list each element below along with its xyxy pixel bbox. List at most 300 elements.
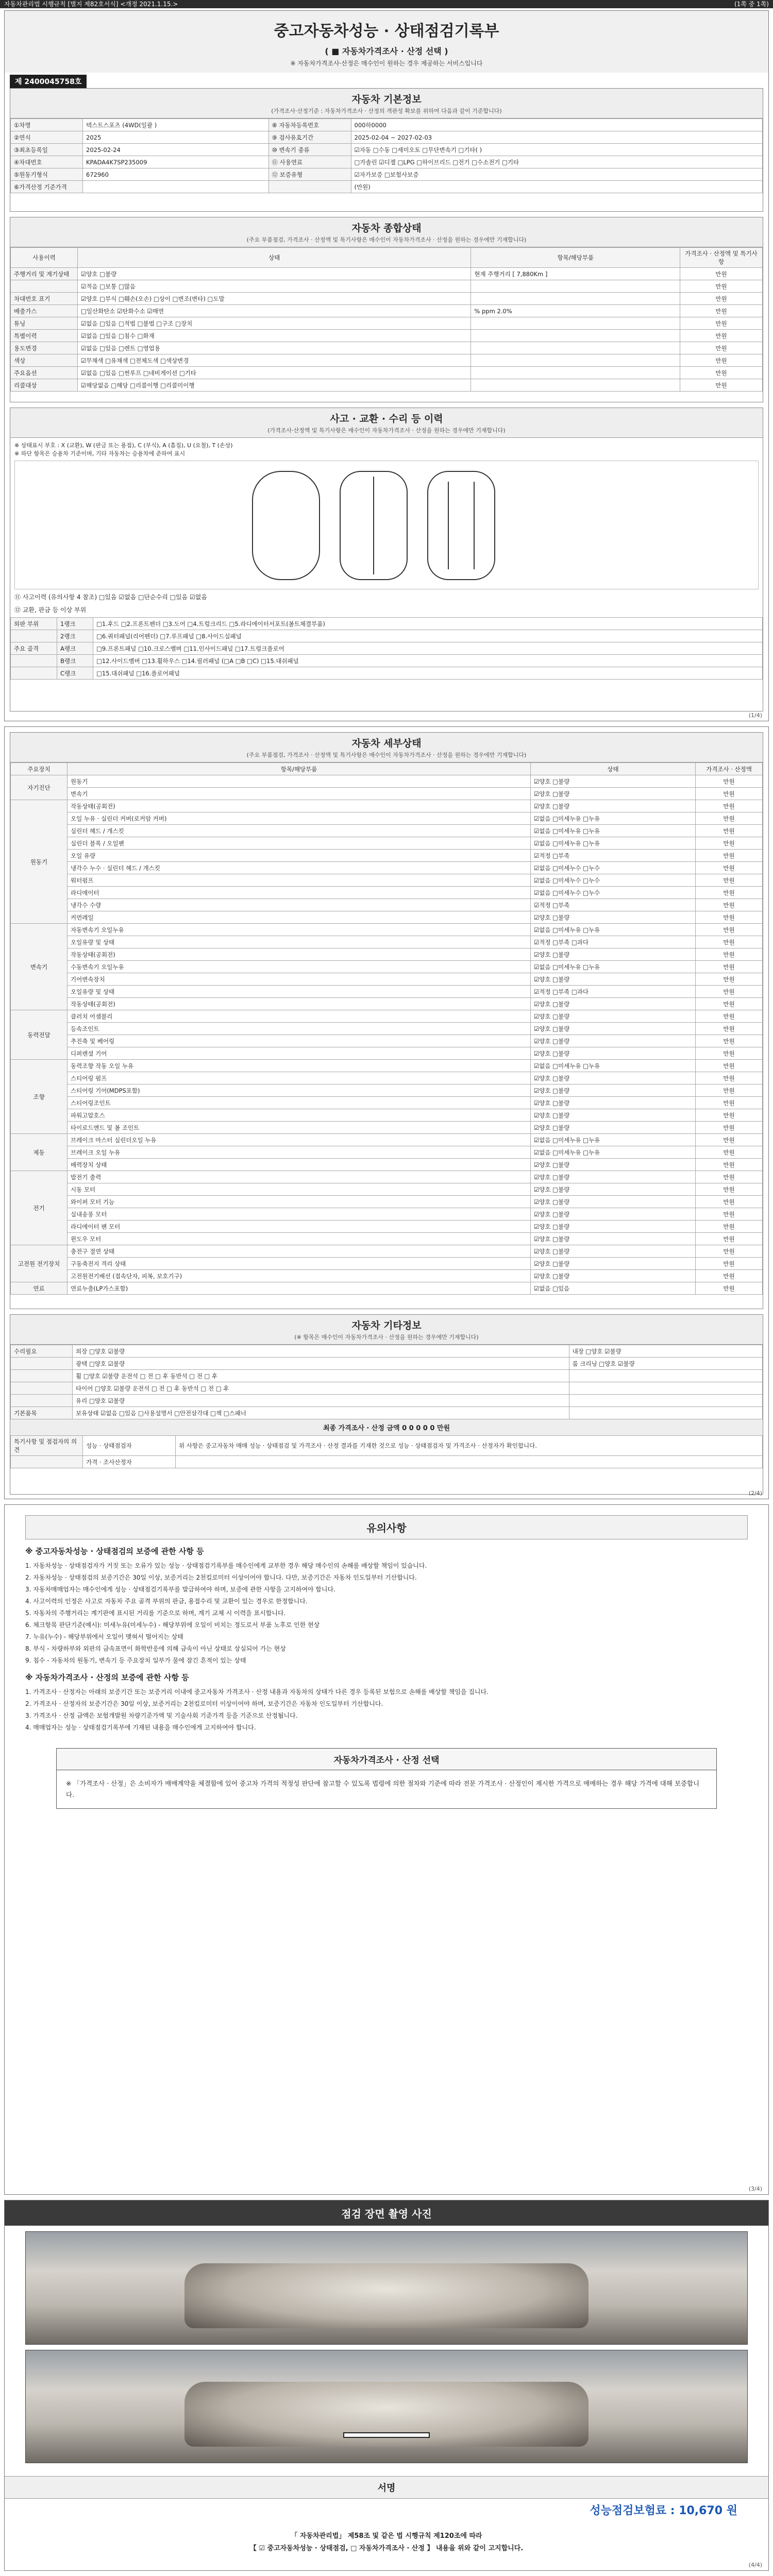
detail-item: 수동변속기 오일누유 <box>68 961 531 973</box>
detail-item: 오일유량 및 상태 <box>68 986 531 998</box>
rank-parts: □15.대쉬패널 □16.플로어패널 <box>93 667 763 680</box>
detail-price: 만원 <box>696 924 763 936</box>
basic-label: ⑩ 변속기 종류 <box>268 144 351 156</box>
detail-status: ☑적정 □부족 <box>531 899 696 911</box>
summary-item: 튜닝 <box>11 317 78 330</box>
summary-item: 리콜대상 <box>11 379 78 392</box>
detail-price: 만원 <box>696 862 763 874</box>
detail-status: ☑없음 □미세누유 □누유 <box>531 812 696 825</box>
detail-row <box>11 850 763 862</box>
detail-status: ☑양호 □불량 <box>531 1010 696 1023</box>
other-row <box>11 1370 763 1382</box>
detail-row <box>11 1010 763 1023</box>
detail-price: 만원 <box>696 850 763 862</box>
rank-parts: □1.후드 □2.프론트펜더 □3.도어 □4.트렁크리드 □5.라디에이터서포트(볼트체결부품) <box>93 618 763 630</box>
summary-detail <box>471 342 680 354</box>
accident-title: 사고 · 교환 · 수리 등 이력 <box>330 413 443 425</box>
page-number-3: (3/4) <box>748 2185 762 2192</box>
other-label: 수리필요 <box>11 1345 73 1358</box>
summary-item <box>11 280 78 293</box>
basic-row <box>11 144 763 156</box>
summary-status: ☑양호 □불량 <box>78 268 471 280</box>
summary-row <box>11 367 763 379</box>
detail-row <box>11 1233 763 1245</box>
detail-item: 배력장치 상태 <box>68 1159 531 1171</box>
summary-row <box>11 330 763 342</box>
detail-row <box>11 1245 763 1258</box>
form-reference: 자동차관리법 시행규칙 [별지 제82호서식] <개정 2021.1.15.> <box>4 1 178 8</box>
rank-level: 1랭크 <box>57 618 93 630</box>
other-value: 보유상태 ☑없음 □있음 □사용설명서 □안전삼각대 □잭 □스패너 <box>73 1407 569 1419</box>
summary-detail <box>471 354 680 367</box>
detail-status: ☑양호 □불량 <box>531 1196 696 1208</box>
detail-price: 만원 <box>696 1282 763 1295</box>
detail-status: ☑양호 □불량 <box>531 1097 696 1109</box>
detail-item: 오일유량 및 상태 <box>68 936 531 948</box>
detail-price: 만원 <box>696 1196 763 1208</box>
rank-level: B랭크 <box>57 655 93 667</box>
summary-status: ☑없음 □있음 □적법 □불법 □구조 □장치 <box>78 317 471 330</box>
detail-row <box>11 1097 763 1109</box>
car-front-image <box>184 2263 589 2328</box>
detail-group: 원동기 <box>11 800 68 924</box>
other-header <box>10 1315 763 1345</box>
other-value: 유리 □양호 ☑불량 <box>73 1395 569 1407</box>
detail-status: ☑없음 □미세누유 □누유 <box>531 924 696 936</box>
top-bar <box>0 0 773 8</box>
insurance-fee: 성능점검보험료 : 10,670 원 <box>590 2504 737 2517</box>
rank-row <box>11 630 763 642</box>
detail-status: ☑양호 □불량 <box>531 1047 696 1060</box>
other-table <box>10 1345 763 1419</box>
detail-status: ☑없음 □미세누수 □누수 <box>531 874 696 887</box>
detail-item: 작동상태(공회전) <box>68 800 531 812</box>
page-1 <box>4 10 769 721</box>
summary-status: ☑무채색 □유채색 □전체도색 □색상변경 <box>78 354 471 367</box>
notice-item: 8. 부식 - 차량하부와 외판의 금속표면이 화학반응에 의해 금속이 아닌 상태로 상실되어 가는 현상 <box>25 1645 286 1652</box>
rank-row <box>11 642 763 655</box>
notice-title: 유의사항 <box>25 1515 748 1539</box>
basic-label: ①차명 <box>11 119 83 131</box>
detail-item: 동력조향 작동 오일 누유 <box>68 1060 531 1072</box>
other-value: 휠 □양호 ☑불량 운전석 □ 전 □ 후 동반석 □ 전 □ 후 <box>73 1370 569 1382</box>
selection-box <box>56 1748 717 1809</box>
detail-price: 만원 <box>696 973 763 986</box>
notice-list-2 <box>25 1687 748 1733</box>
rank-row <box>11 655 763 667</box>
rank-row <box>11 618 763 630</box>
photos-title: 점검 장면 촬영 사진 <box>5 2200 768 2226</box>
detail-status: ☑양호 □불량 <box>531 1023 696 1035</box>
basic-value: 2025-02-04 ~ 2027-02-03 <box>351 131 763 144</box>
other-label <box>11 1382 73 1395</box>
detail-price: 만원 <box>696 1097 763 1109</box>
detail-price: 만원 <box>696 1072 763 1084</box>
detail-row <box>11 1159 763 1171</box>
detail-item: 브레이크 오일 누유 <box>68 1146 531 1159</box>
basic-info-table <box>10 118 763 193</box>
detail-row <box>11 788 763 800</box>
other-value <box>569 1382 762 1395</box>
summary-table <box>10 247 763 392</box>
detail-row <box>11 1208 763 1221</box>
basic-label: ⑪ 사용연료 <box>268 156 351 168</box>
accident-header <box>10 408 763 438</box>
other-value <box>569 1370 762 1382</box>
detail-row <box>11 825 763 837</box>
notice-item: 4. 매매업자는 성능 · 상태점검기록부에 기재된 내용을 매수인에게 고지하여야 합니다. <box>25 1724 256 1731</box>
detail-group: 제동 <box>11 1134 68 1171</box>
detail-row <box>11 986 763 998</box>
basic-row <box>11 119 763 131</box>
detail-status: ☑없음 □미세누유 □누유 <box>531 837 696 850</box>
rank-parts: □12.사이드멤버 □13.휠하우스 □14.필러패널 (□A □B □C) □15.대쉬패널 <box>93 655 763 667</box>
detail-row <box>11 1258 763 1270</box>
notice-item: 1. 자동차성능 · 상태점검자가 거짓 또는 오류가 있는 성능 · 상태점검기록부를 매수인에게 교부한 경우 해당 매수인의 손해를 배상할 책임이 있습니다. <box>25 1562 427 1569</box>
detail-status: ☑없음 □미세누수 □누수 <box>531 862 696 874</box>
summary-header <box>10 217 763 247</box>
detail-price: 만원 <box>696 837 763 850</box>
notice-item: 9. 침수 - 자동차의 원동기, 변속기 등 주요장치 일부가 물에 잠긴 흔적이 있는 상태 <box>25 1657 246 1664</box>
notice-item: 4. 사고이력의 인정은 사고로 자동차 주요 골격 부위의 판금, 용접수리 및 교환이 있는 경우로 한정합니다. <box>25 1598 308 1605</box>
accident-section <box>10 408 763 711</box>
detail-price: 만원 <box>696 775 763 788</box>
detail-price: 만원 <box>696 1221 763 1233</box>
detail-row <box>11 887 763 899</box>
detail-row <box>11 1072 763 1084</box>
basic-info-subtitle: (가격조사·산정기준 : 자동차가격조사 · 산정의 객관성 확보를 위하여 다음과 같이 기준합니다) <box>271 108 502 114</box>
detail-group: 고전원 전기장치 <box>11 1245 68 1282</box>
detail-col-header: 항목/해당부품 <box>68 763 531 775</box>
detail-row <box>11 1183 763 1196</box>
detail-item: 작동상태(공회전) <box>68 948 531 961</box>
detail-status: ☑양호 □불량 <box>531 775 696 788</box>
summary-price: 만원 <box>680 379 763 392</box>
detail-status: ☑양호 □불량 <box>531 1035 696 1047</box>
summary-item: 용도변경 <box>11 342 78 354</box>
inspector-label: 성능 · 상태점검자 <box>83 1436 176 1456</box>
summary-row <box>11 268 763 280</box>
summary-price: 만원 <box>680 268 763 280</box>
detail-price: 만원 <box>696 1084 763 1097</box>
basic-label: ⑫ 보증유형 <box>268 168 351 181</box>
detail-price: 만원 <box>696 936 763 948</box>
detail-row <box>11 936 763 948</box>
rank-level: A랭크 <box>57 642 93 655</box>
detail-item: 작동상태(공회전) <box>68 998 531 1010</box>
detail-item: 고전원전기배선 (접속단자, 피복, 보호기구) <box>68 1270 531 1282</box>
detail-row <box>11 1134 763 1146</box>
detail-item: 충전구 절연 상태 <box>68 1245 531 1258</box>
detail-status: ☑양호 □불량 <box>531 1208 696 1221</box>
summary-row <box>11 305 763 317</box>
appraiser-label: 가격 · 조사산정자 <box>83 1456 176 1468</box>
basic-value: (만원) <box>351 181 763 193</box>
detail-item: 등속조인트 <box>68 1023 531 1035</box>
basic-label: ⑤원동기형식 <box>11 168 83 181</box>
detail-status: ☑양호 □불량 <box>531 948 696 961</box>
other-subtitle: (※ 항목은 매수인이 자동차가격조사 · 산정을 원하는 경우에만 기재합니다) <box>294 1334 479 1341</box>
detail-group: 자기진단 <box>11 775 68 800</box>
rank-parts: □9.프론트패널 □10.크로스멤버 □11.인사이드패널 □17.트렁크플로어 <box>93 642 763 655</box>
detail-price: 만원 <box>696 961 763 973</box>
detail-group: 조향 <box>11 1060 68 1134</box>
other-row <box>11 1407 763 1419</box>
detail-row <box>11 961 763 973</box>
detail-price: 만원 <box>696 1233 763 1245</box>
summary-price: 만원 <box>680 293 763 305</box>
other-value: 내장 □양호 ☑불량 <box>569 1345 762 1358</box>
detail-status: ☑양호 □불량 <box>531 1072 696 1084</box>
summary-detail <box>471 280 680 293</box>
summary-title: 자동차 종합상태 <box>351 223 422 234</box>
car-bottom-frame <box>428 471 495 580</box>
other-value <box>569 1407 762 1419</box>
detail-group: 전기 <box>11 1171 68 1245</box>
detail-item: 변속기 <box>68 788 531 800</box>
detail-col-header: 주요장치 <box>11 763 68 775</box>
detail-status: ☑양호 □불량 <box>531 911 696 924</box>
document-number: 제 2400045758호 <box>10 75 87 88</box>
detail-item: 원동기 <box>68 775 531 788</box>
detail-item: 파워고압호스 <box>68 1109 531 1122</box>
detail-row <box>11 899 763 911</box>
detail-price: 만원 <box>696 1134 763 1146</box>
detail-item: 스티어링 펌프 <box>68 1072 531 1084</box>
notice-heading-2: ※ 자동차가격조사 · 산정의 보증에 관한 사항 등 <box>25 1673 189 1682</box>
summary-row <box>11 317 763 330</box>
detail-item: 타이로드엔드 및 볼 조인트 <box>68 1122 531 1134</box>
summary-price: 만원 <box>680 305 763 317</box>
detail-item: 실린더 블록 / 오일팬 <box>68 837 531 850</box>
basic-label: ④차대번호 <box>11 156 83 168</box>
summary-detail <box>471 293 680 305</box>
rank-area <box>11 667 57 680</box>
detail-status: ☑없음 □미세누유 □누유 <box>531 1060 696 1072</box>
page-3 <box>4 1504 769 2195</box>
detail-status: ☑양호 □불량 <box>531 998 696 1010</box>
page-4 <box>4 2200 769 2571</box>
other-label: 기본품목 <box>11 1407 73 1419</box>
legend-symbols: ※ 상태표시 부호 : X (교환), W (판금 또는 용접), C (부식), A (흠집), U (요철), T (손상) <box>14 442 233 449</box>
basic-row <box>11 181 763 193</box>
detail-status: ☑양호 □불량 <box>531 973 696 986</box>
detail-item: 브레이크 마스터 실린더오일 누유 <box>68 1134 531 1146</box>
summary-status: ☑없음 □있음 □침수 □화재 <box>78 330 471 342</box>
special-text: 위 사항은 중고자동차 매매 성능 · 상태점검 및 가격조사 · 산정 결과를 기재한 것으로 성능 · 상태점검자 및 가격조사 · 산정자가 확인합니다. <box>176 1436 763 1456</box>
detail-status: ☑양호 □불량 <box>531 1109 696 1122</box>
summary-section <box>10 217 763 402</box>
detail-item: 커먼레일 <box>68 911 531 924</box>
other-label <box>11 1370 73 1382</box>
summary-detail <box>471 379 680 392</box>
document-subtitle: ( ■ 자동차가격조사 · 산정 선택 ) <box>325 46 448 56</box>
detail-row <box>11 1282 763 1295</box>
page-number-4: (4/4) <box>748 2562 762 2568</box>
summary-subtitle: (주요 부품점검, 가격조사 · 산정액 및 특기사항은 매수인이 자동차가격조사 · 산정을 원하는 경우에만 기재합니다) <box>246 236 527 243</box>
page-number-1: (1/4) <box>748 712 762 719</box>
detail-row <box>11 998 763 1010</box>
car-left-side <box>253 471 320 580</box>
detail-row <box>11 1084 763 1097</box>
detail-price: 만원 <box>696 911 763 924</box>
detail-section <box>10 732 763 1309</box>
detail-status: ☑양호 □불량 <box>531 1122 696 1134</box>
detail-price: 만원 <box>696 1146 763 1159</box>
detail-price: 만원 <box>696 1060 763 1072</box>
summary-item: 색상 <box>11 354 78 367</box>
detail-status: ☑양호 □불량 <box>531 1258 696 1270</box>
summary-item: 특별이력 <box>11 330 78 342</box>
other-value: 타이어 □양호 ☑불량 운전석 □ 전 □ 후 동반석 □ 전 □ 후 <box>73 1382 569 1395</box>
detail-item: 냉각수 수량 <box>68 899 531 911</box>
detail-item: 실내송풍 모터 <box>68 1208 531 1221</box>
detail-row <box>11 862 763 874</box>
selection-box-title: 자동차가격조사 · 산정 선택 <box>57 1749 716 1770</box>
rank-area: 주요 골격 <box>11 642 57 655</box>
notice-item: 1. 가격조사 · 산정자는 아래의 보증기간 또는 보증거리 이내에 중고자동차 가격조사 · 산정 내용과 자동차의 상태가 다른 경우 등록된 보험으로 손해를 배상할 책임을 집니다. <box>25 1688 489 1696</box>
detail-price: 만원 <box>696 1159 763 1171</box>
detail-item: 발전기 출력 <box>68 1171 531 1183</box>
other-row <box>11 1382 763 1395</box>
rank-level: 2랭크 <box>57 630 93 642</box>
detail-item: 스티어링조인트 <box>68 1097 531 1109</box>
detail-item: 오일 유량 <box>68 850 531 862</box>
detail-status: ☑없음 □미세누수 □누수 <box>531 887 696 899</box>
notice-item: 2. 가격조사 · 산정자의 보증기간은 30일 이상, 보증거리는 2천킬로미터 이상이어야 하며, 보증기간은 자동차 인도일부터 기산합니다. <box>25 1700 383 1707</box>
panel-row: ⑫ 교환, 판금 등 이상 부위 <box>14 606 87 614</box>
accident-history-row: ⑪ 사고이력 (유의사항 4 참조) □있음 ☑없음 □단순수리 □있음 ☑없음 <box>14 594 207 601</box>
other-label <box>11 1395 73 1407</box>
page-number-2: (2/4) <box>748 1490 762 1497</box>
basic-value: ☑자동 □수동 □세미오토 □무단변속기 □기타( ) <box>351 144 763 156</box>
summary-price: 만원 <box>680 280 763 293</box>
basic-value: KPADA4K7SP235009 <box>83 156 269 168</box>
other-value: 광택 □양호 ☑불량 <box>73 1358 569 1370</box>
detail-row <box>11 1171 763 1183</box>
detail-price: 만원 <box>696 800 763 812</box>
detail-price: 만원 <box>696 1047 763 1060</box>
detail-status: ☑적정 □부족 □과다 <box>531 986 696 998</box>
other-section <box>10 1314 763 1495</box>
other-value <box>569 1395 762 1407</box>
summary-item: 배출가스 <box>11 305 78 317</box>
notice-item: 7. 누유(누수) - 해당부위에서 오일이 맺혀서 떨어지는 상태 <box>25 1633 183 1640</box>
summary-status: ☑없음 □있음 □렌트 □영업용 <box>78 342 471 354</box>
detail-group: 변속기 <box>11 924 68 1010</box>
other-value: 외장 □양호 ☑불량 <box>73 1345 569 1358</box>
detail-row <box>11 874 763 887</box>
detail-subtitle: (주요 부품점검, 가격조사 · 산정액 및 특기사항은 매수인이 자동차가격조사 · 산정을 원하는 경우에만 기재합니다) <box>246 752 527 758</box>
detail-price: 만원 <box>696 948 763 961</box>
detail-row <box>11 800 763 812</box>
basic-info-title: 자동차 기본정보 <box>351 94 422 105</box>
detail-group: 연료 <box>11 1282 68 1295</box>
detail-status: ☑없음 □미세누유 □누유 <box>531 825 696 837</box>
detail-price: 만원 <box>696 1258 763 1270</box>
summary-col-header: 사용이력 <box>11 248 78 268</box>
summary-row <box>11 280 763 293</box>
summary-status: ☑해당없음 □해당 □리콜이행 □리콜미이행 <box>78 379 471 392</box>
detail-price: 만원 <box>696 1023 763 1035</box>
detail-status: ☑양호 □불량 <box>531 1159 696 1171</box>
summary-row <box>11 379 763 392</box>
detail-status: ☑없음 □미세누유 □누유 <box>531 961 696 973</box>
detail-item: 시동 모터 <box>68 1183 531 1196</box>
rank-row <box>11 667 763 680</box>
notice-item: 2. 자동차성능 · 상태점검의 보증기간은 30일 이상, 보증거리는 2천킬로미터 이상이어야 합니다. 다만, 보증기간은 자동차 인도일부터 기산합니다. <box>25 1574 417 1581</box>
summary-detail <box>471 367 680 379</box>
accident-legend <box>10 438 763 461</box>
detail-status: ☑양호 □불량 <box>531 1221 696 1233</box>
detail-status: ☑양호 □불량 <box>531 1270 696 1282</box>
basic-value: ☑자가보증 □보험사보증 <box>351 168 763 181</box>
detail-status: ☑적정 □부족 □과다 <box>531 936 696 948</box>
basic-info-header <box>10 89 763 118</box>
summary-row <box>11 354 763 367</box>
detail-status: ☑없음 □있음 <box>531 1282 696 1295</box>
detail-row <box>11 911 763 924</box>
summary-price: 만원 <box>680 330 763 342</box>
detail-row <box>11 1146 763 1159</box>
summary-row <box>11 293 763 305</box>
detail-price: 만원 <box>696 887 763 899</box>
summary-col-header: 상태 <box>78 248 471 268</box>
rank-level: C랭크 <box>57 667 93 680</box>
summary-detail <box>471 330 680 342</box>
detail-status: ☑양호 □불량 <box>531 1245 696 1258</box>
detail-item: 와이퍼 모터 기능 <box>68 1196 531 1208</box>
summary-row <box>11 342 763 354</box>
summary-item: 주행거리 및 계기상태 <box>11 268 78 280</box>
detail-price: 만원 <box>696 1122 763 1134</box>
detail-item: 연료누출(LP가스포함) <box>68 1282 531 1295</box>
car-outline-diagram <box>15 461 758 590</box>
legal-line-1: 「 자동차관리법」 제58조 및 같은 법 시행규칙 제120조에 따라 <box>291 2532 482 2540</box>
title-banner <box>5 11 768 73</box>
detail-row <box>11 1122 763 1134</box>
detail-status: ☑양호 □불량 <box>531 1183 696 1196</box>
basic-label: ⑧ 자동차등록번호 <box>268 119 351 131</box>
detail-status: ☑적정 □부족 <box>531 850 696 862</box>
summary-price: 만원 <box>680 354 763 367</box>
detail-item: 디퍼렌셜 기어 <box>68 1047 531 1060</box>
detail-header <box>10 733 763 762</box>
notice-item: 5. 자동차의 주행거리는 계기판에 표시된 거리를 기준으로 하며, 계기 교체 시 이력을 표시합니다. <box>25 1609 286 1617</box>
other-row <box>11 1345 763 1358</box>
detail-col-header: 가격조사 · 산정액 <box>696 763 763 775</box>
detail-title: 자동차 세부상태 <box>351 738 422 749</box>
detail-price: 만원 <box>696 1183 763 1196</box>
basic-value: 2025 <box>83 131 269 144</box>
summary-item: 차대번호 표기 <box>11 293 78 305</box>
document-note: ※ 자동차가격조사·산정은 매수인이 원하는 경우 제공하는 서비스입니다 <box>290 60 483 67</box>
notice-item: 6. 체크항목 판단기준(예시): 미세누유(미세누수) - 해당부위에 오일이 비치는 정도로서 부품 노후로 인한 현상 <box>25 1621 320 1629</box>
detail-price: 만원 <box>696 1270 763 1282</box>
license-plate <box>343 2432 430 2438</box>
special-table <box>10 1435 763 1468</box>
basic-value: 000하0000 <box>351 119 763 131</box>
detail-group: 동력전달 <box>11 1010 68 1060</box>
basic-row <box>11 131 763 144</box>
detail-item: 라디에이터 팬 모터 <box>68 1221 531 1233</box>
detail-item: 스티어링 기어(MDPS포함) <box>68 1084 531 1097</box>
detail-price: 만원 <box>696 825 763 837</box>
detail-price: 만원 <box>696 1208 763 1221</box>
signature-title: 서명 <box>5 2476 768 2499</box>
notice-heading-1: ※ 중고자동차성능 · 상태점검의 보증에 관한 사항 등 <box>25 1547 204 1556</box>
basic-label: ⑥가격산정 기준가격 <box>11 181 83 193</box>
